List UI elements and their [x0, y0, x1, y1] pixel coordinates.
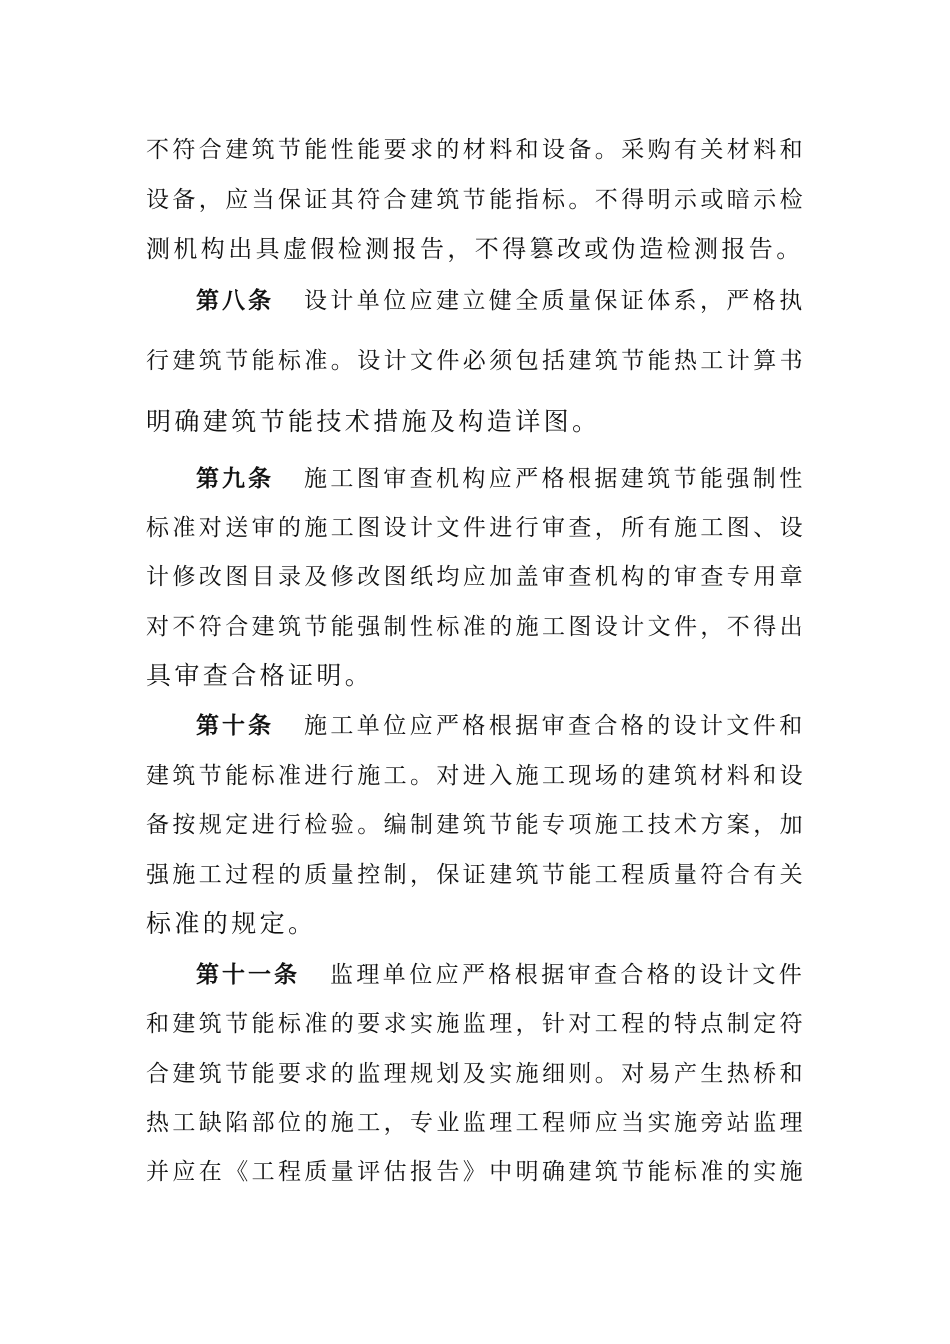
paragraph-line: 强施工过程的质量控制，保证建筑节能工程质量符合有关	[146, 862, 806, 888]
paragraph-line: 热工缺陷部位的施工，专业监理工程师应当实施旁站监理	[146, 1110, 806, 1136]
article-heading: 第九条	[196, 465, 274, 492]
article-first-line	[196, 706, 806, 746]
paragraph-line: 明确建筑节能技术措施及构造详图。	[146, 407, 601, 436]
paragraph-line: 建筑节能标准进行施工。对进入施工现场的建筑材料和设	[146, 763, 806, 789]
article-first-line	[196, 955, 806, 995]
paragraph-line: 标准对送审的施工图设计文件进行审查，所有施工图、设	[146, 515, 806, 541]
paragraph-line: 行建筑节能标准。设计文件必须包括建筑节能热工计算书	[146, 348, 806, 374]
article-text: 设计单位应建立健全质量保证体系，严格执	[304, 288, 806, 314]
article-text: 施工单位应严格根据审查合格的设计文件和	[304, 713, 806, 739]
article-heading: 第十条	[196, 712, 274, 739]
paragraph-line: 设备，应当保证其符合建筑节能指标。不得明示或暗示检	[146, 187, 806, 213]
article-first-line	[196, 281, 806, 321]
article-heading: 第十一条	[196, 961, 300, 988]
article-text: 施工图审查机构应严格根据建筑节能强制性	[304, 466, 806, 492]
article-heading: 第八条	[196, 287, 274, 314]
article-text: 监理单位应严格根据审查合格的设计文件	[330, 962, 806, 988]
paragraph-line: 具审查合格证明。	[146, 661, 374, 690]
paragraph-line: 计修改图目录及修改图纸均应加盖审查机构的审查专用章	[146, 564, 806, 590]
paragraph-line: 对不符合建筑节能强制性标准的施工图设计文件，不得出	[146, 614, 806, 640]
paragraph-line: 并应在《工程质量评估报告》中明确建筑节能标准的实施	[146, 1159, 806, 1185]
paragraph-line: 标准的规定。	[146, 909, 317, 938]
paragraph-line: 备按规定进行检验。编制建筑节能专项施工技术方案，加	[146, 812, 806, 838]
paragraph-line: 不符合建筑节能性能要求的材料和设备。采购有关材料和	[146, 137, 806, 163]
paragraph-line: 和建筑节能标准的要求实施监理，针对工程的特点制定符	[146, 1011, 806, 1037]
paragraph-line: 测机构出具虚假检测报告，不得篡改或伪造检测报告。	[146, 235, 804, 263]
article-first-line	[196, 459, 806, 499]
paragraph-line: 合建筑节能要求的监理规划及实施细则。对易产生热桥和	[146, 1061, 806, 1087]
